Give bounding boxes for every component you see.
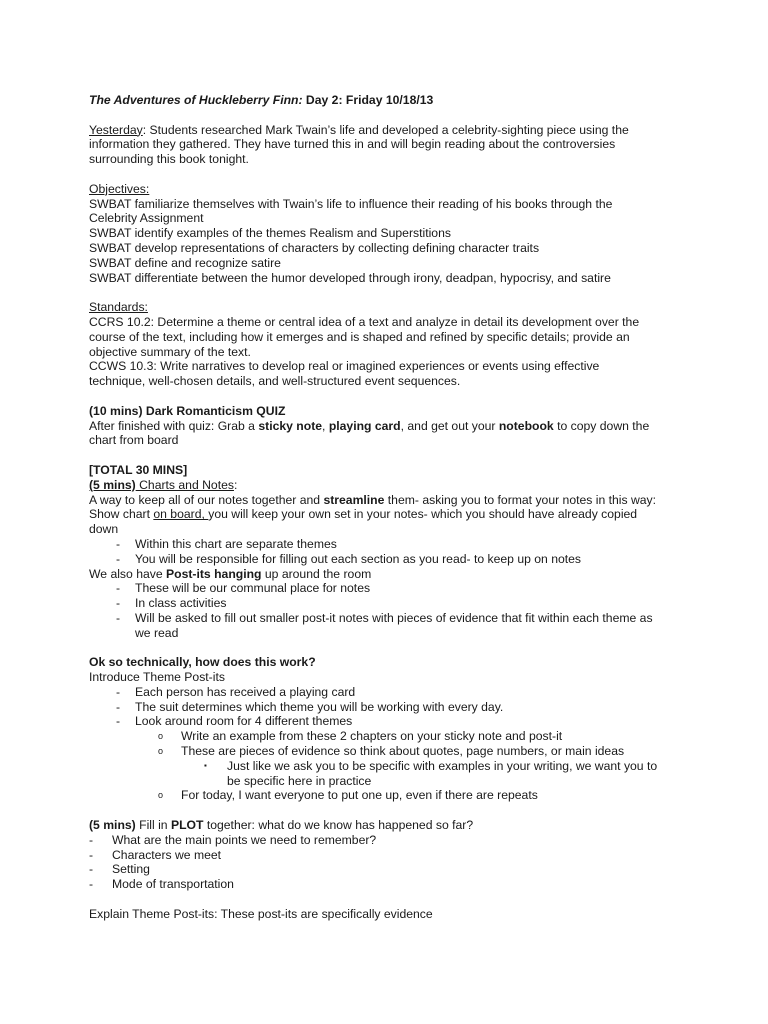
bullet-item: - Look around room for 4 different themes	[116, 714, 353, 729]
bullet-item: - In class activities	[116, 596, 227, 611]
circle-bullet: o	[158, 731, 164, 742]
objective-line: SWBAT identify examples of the themes Realism and Superstitions	[89, 226, 451, 241]
standards-heading: Standards:	[89, 300, 148, 315]
dash-bullet: -	[116, 551, 121, 566]
subsub-bullet-item-cont: be specific here in practice	[227, 773, 372, 788]
dash-bullet: -	[89, 832, 94, 847]
streamline-term: streamline	[323, 492, 385, 507]
quiz-heading: (10 mins) Dark Romanticism QUIZ	[89, 403, 286, 418]
objective-line: SWBAT develop representations of characters by collecting defining character traits	[89, 240, 540, 255]
playing-card-term: playing card	[328, 418, 401, 433]
standard-line: CCWS 10.3: Write narratives to develop real or imagined experiences or events using effective	[89, 359, 600, 374]
bullet-item-cont: we read	[135, 625, 179, 640]
explain-line: Explain Theme Post-its: These post-its are specifically evidence	[89, 906, 433, 921]
dash-bullet: -	[116, 714, 121, 729]
dash-bullet: -	[89, 847, 94, 862]
charts-line-1: A way to keep all of our notes together and streamline them- asking you to format your notes in this way:	[89, 492, 657, 507]
standard-line: objective summary of the text.	[89, 344, 251, 359]
dash-bullet: -	[89, 862, 94, 877]
plot-item: - Characters we meet	[89, 847, 222, 862]
bullet-item: - Within this chart are separate themes	[116, 536, 337, 551]
charts-line-2: Show chart on board, you will keep your own set in your notes- which you should have already copied	[89, 507, 638, 522]
quiz-instructions-cont: chart from board	[89, 433, 179, 448]
total-time: [TOTAL 30 MINS]	[89, 462, 188, 477]
objectives-heading: Objectives:	[89, 181, 150, 196]
subsub-bullet-item: ▪ Just like we ask you to be specific with examples in your writing, we want you to	[204, 758, 658, 773]
dash-bullet: -	[116, 699, 121, 714]
charts-line-3: down	[89, 522, 119, 537]
objective-line: SWBAT differentiate between the humor developed through irony, deadpan, hypocrisy, and satire	[89, 270, 611, 285]
dash-bullet: -	[116, 581, 121, 596]
plot-heading: (5 mins) Fill in PLOT together: what do we know has happened so far?	[89, 818, 474, 833]
objective-line: SWBAT familiarize themselves with Twain’s life to influence their reading of his books through the	[89, 196, 613, 211]
square-bullet: ▪	[204, 760, 207, 770]
sub-bullet-item: o For today, I want everyone to put one up, even if there are repeats	[158, 788, 538, 803]
bullet-item: - You will be responsible for filling out each section as you read- to keep up on notes	[116, 551, 582, 566]
circle-bullet: o	[158, 790, 164, 801]
plot-item: - Setting	[89, 862, 150, 877]
yesterday-line-2: information they gathered. They have turned this in and will begin reading about the controversies	[89, 137, 616, 152]
standard-line: course of the text, including how it emerges and is shaped and refined by specific details; provide an	[89, 329, 630, 344]
dash-bullet: -	[116, 536, 121, 551]
plot-mins: (5 mins)	[89, 818, 136, 833]
bullet-item: - Each person has received a playing card	[116, 684, 356, 699]
sub-bullet-item: o These are pieces of evidence so think about quotes, page numbers, or main ideas	[158, 744, 625, 759]
yesterday-label: Yesterday	[89, 122, 143, 137]
charts-title: Charts and Notes	[135, 477, 234, 492]
plot-item: - What are the main points we need to remember?	[89, 832, 377, 847]
dash-bullet: -	[116, 610, 121, 625]
circle-bullet: o	[158, 746, 164, 757]
dash-bullet: -	[116, 596, 121, 611]
plot-item: - Mode of transportation	[89, 877, 234, 892]
post-its-term: Post-its hanging	[166, 566, 262, 581]
sticky-note-term: sticky note	[258, 418, 323, 433]
yesterday-line-3: surrounding this book tonight.	[89, 152, 249, 167]
charts-mins: (5 mins)	[89, 477, 136, 492]
objective-line: Celebrity Assignment	[89, 211, 204, 226]
day-date: Day 2: Friday 10/18/13	[302, 93, 434, 107]
plot-term: PLOT	[170, 818, 204, 833]
standard-line: CCRS 10.2: Determine a theme or central idea of a text and analyze in detail its development over the	[89, 314, 640, 329]
objective-line: SWBAT define and recognize satire	[89, 255, 281, 270]
bullet-item: - Will be asked to fill out smaller post-it notes with pieces of evidence that fit within each theme as	[116, 610, 653, 625]
quiz-instructions: After finished with quiz: Grab a sticky note, playing card, and get out your notebook to copy down the	[89, 418, 650, 433]
on-board-term: on board,	[153, 507, 209, 522]
dash-bullet: -	[89, 877, 94, 892]
standard-line: technique, well-chosen details, and well-structured event sequences.	[89, 374, 461, 389]
bullet-item: - These will be our communal place for notes	[116, 581, 371, 596]
lesson-title	[89, 93, 689, 108]
yesterday-line-1: Yesterday: Students researched Mark Twain’s life and developed a celebrity-sighting piece using the	[89, 122, 629, 137]
sub-bullet-item: o Write an example from these 2 chapters on your sticky note and post-it	[158, 729, 563, 744]
bullet-item: - The suit determines which theme you will be working with every day.	[116, 699, 504, 714]
charts-heading: (5 mins) Charts and Notes:	[89, 477, 238, 492]
lesson-plan-page	[89, 93, 689, 922]
book-title: The Adventures of Huckleberry Finn:	[89, 93, 303, 107]
dash-bullet: -	[116, 684, 121, 699]
charts-line-4: We also have Post-its hanging up around the room	[89, 566, 372, 581]
how-heading: Ok so technically, how does this work?	[89, 655, 316, 670]
notebook-term: notebook	[498, 418, 554, 433]
how-intro: Introduce Theme Post-its	[89, 670, 225, 685]
